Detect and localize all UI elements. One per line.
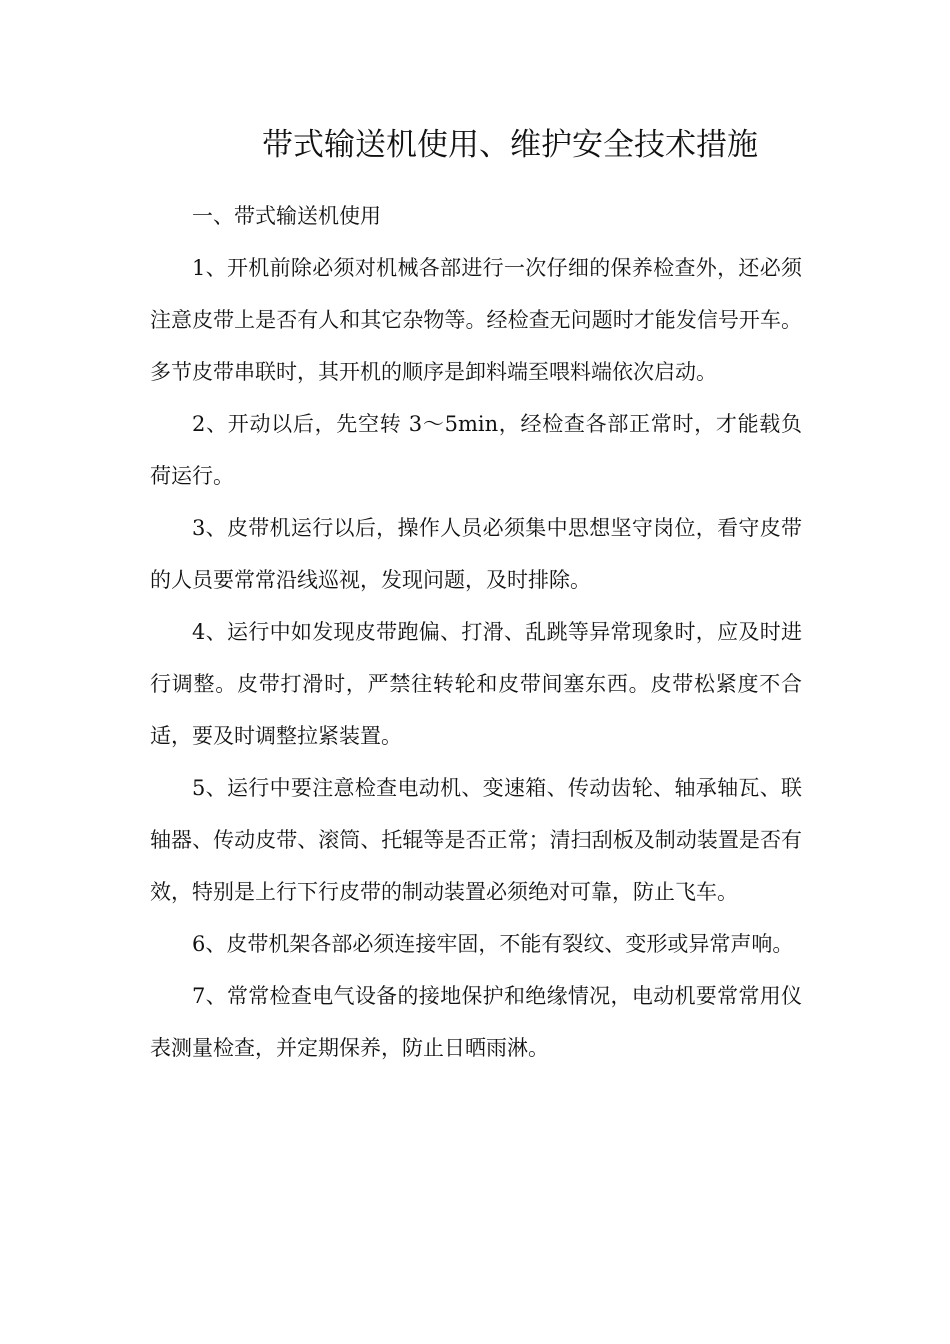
section-heading: 一、带式输送机使用: [192, 204, 381, 228]
document-title: 带式输送机使用、维护安全技术措施: [262, 127, 758, 163]
paragraph-1: 1、开机前除必须对机械各部进行一次仔细的保养检查外，还必须注意皮带上是否有人和其它杂物等。经检查无问题时才能发信号开车。多节皮带串联时，其开机的顺序是卸料端至喂料端依次启动。: [150, 256, 802, 384]
document-body: [150, 190, 802, 1074]
paragraph-4: 4、运行中如发现皮带跑偏、打滑、乱跳等异常现象时，应及时进行调整。皮带打滑时，严禁往转轮和皮带间塞东西。皮带松紧度不合适，要及时调整拉紧装置。: [150, 620, 802, 748]
paragraph-6: 6、皮带机架各部必须连接牢固，不能有裂纹、变形或异常声响。: [192, 932, 794, 956]
paragraph-3: 3、皮带机运行以后，操作人员必须集中思想坚守岗位，看守皮带的人员要常常沿线巡视，发现问题，及时排除。: [150, 516, 802, 592]
paragraph-2: 2、开动以后，先空转 3～5min，经检查各部正常时，才能载负荷运行。: [150, 412, 802, 488]
paragraph-7: 7、常常检查电气设备的接地保护和绝缘情况，电动机要常常用仪表测量检查，并定期保养，防止日晒雨淋。: [150, 984, 802, 1060]
paragraph-5: 5、运行中要注意检查电动机、变速箱、传动齿轮、轴承轴瓦、联轴器、传动皮带、滚筒、托辊等是否正常；清扫刮板及制动装置是否有效，特别是上行下行皮带的制动装置必须绝对可靠，防止飞车。: [150, 776, 802, 904]
